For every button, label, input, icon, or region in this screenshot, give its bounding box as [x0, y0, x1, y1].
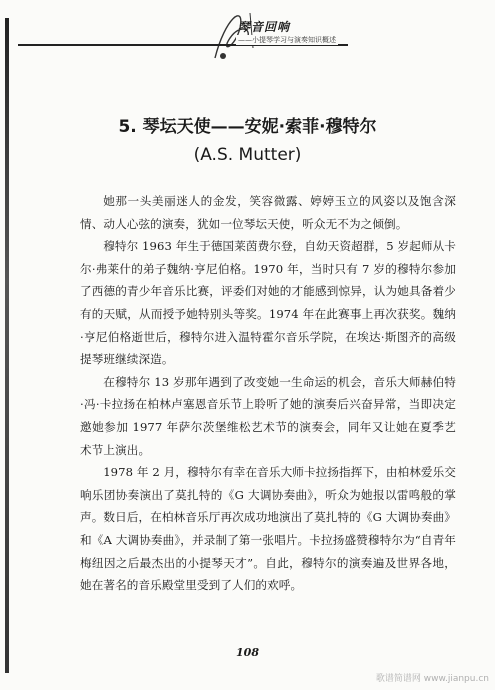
page-number: 108	[236, 646, 259, 659]
section-title: 5. 琴坛天使——安妮·索菲·穆特尔	[118, 117, 377, 137]
paragraph: 她那一头美丽迷人的金发，笑容微露、婷婷玉立的风姿以及饱含深情、动人心弦的演奏，犹如一位琴坛天使，听众无不为之倾倒。	[80, 194, 456, 231]
running-head-title: 琴音回响	[238, 20, 291, 34]
running-head-subtitle: ——小提琴学习与演奏知识概述	[238, 36, 336, 44]
paragraph: 1978 年 2 月，穆特尔有幸在音乐大师卡拉扬指挥下，由柏林爱乐交响乐团协奏演出了莫扎特的《G 大调协奏曲》，听众为她报以雷鸣般的掌声。数日后，在柏林音乐厅再次成功地演出了莫扎特的《G 大调协奏曲》和《A 大调协奏曲》，并录制了第一张唱片。卡拉扬盛赞穆特尔为“自青年梅纽因之后最杰出的小提琴天才”。自此，穆特尔的演奏遍及世界各地，她在著名的音乐殿堂里受到了人们的欢呼。	[80, 465, 456, 593]
paragraph: 穆特尔 1963 年生于德国莱茵费尔登，自幼天资超群，5 岁起师从卡尔·弗莱什的弟子魏纳·亨尼伯格。1970 年，当时只有 7 岁的穆特尔参加了西德的青少年音乐比赛，评委们对她的才能感到惊异，认为她具备着少有的天赋，从而授予她特别头等奖。1974 年在此赛事上再次获奖。魏纳·亨尼伯格逝世后，穆特尔进入温特霍尔音乐学院，在埃达·斯图齐的高级提琴班继续深造。	[80, 239, 456, 367]
body-text	[80, 190, 456, 597]
section-subtitle: (A.S. Mutter)	[193, 145, 302, 165]
paragraph: 在穆特尔 13 岁那年遇到了改变她一生命运的机会，音乐大师赫伯特·冯·卡拉扬在柏林卢塞恩音乐节上聆听了她的演奏后兴奋异常，当即决定邀她参加 1977 年萨尔茨堡维松艺术节的演奏会，同年又让她在夏季艺术节上演出。	[80, 374, 456, 457]
site-watermark: 歌谱简谱网 www.jianpu.cn	[375, 674, 489, 684]
